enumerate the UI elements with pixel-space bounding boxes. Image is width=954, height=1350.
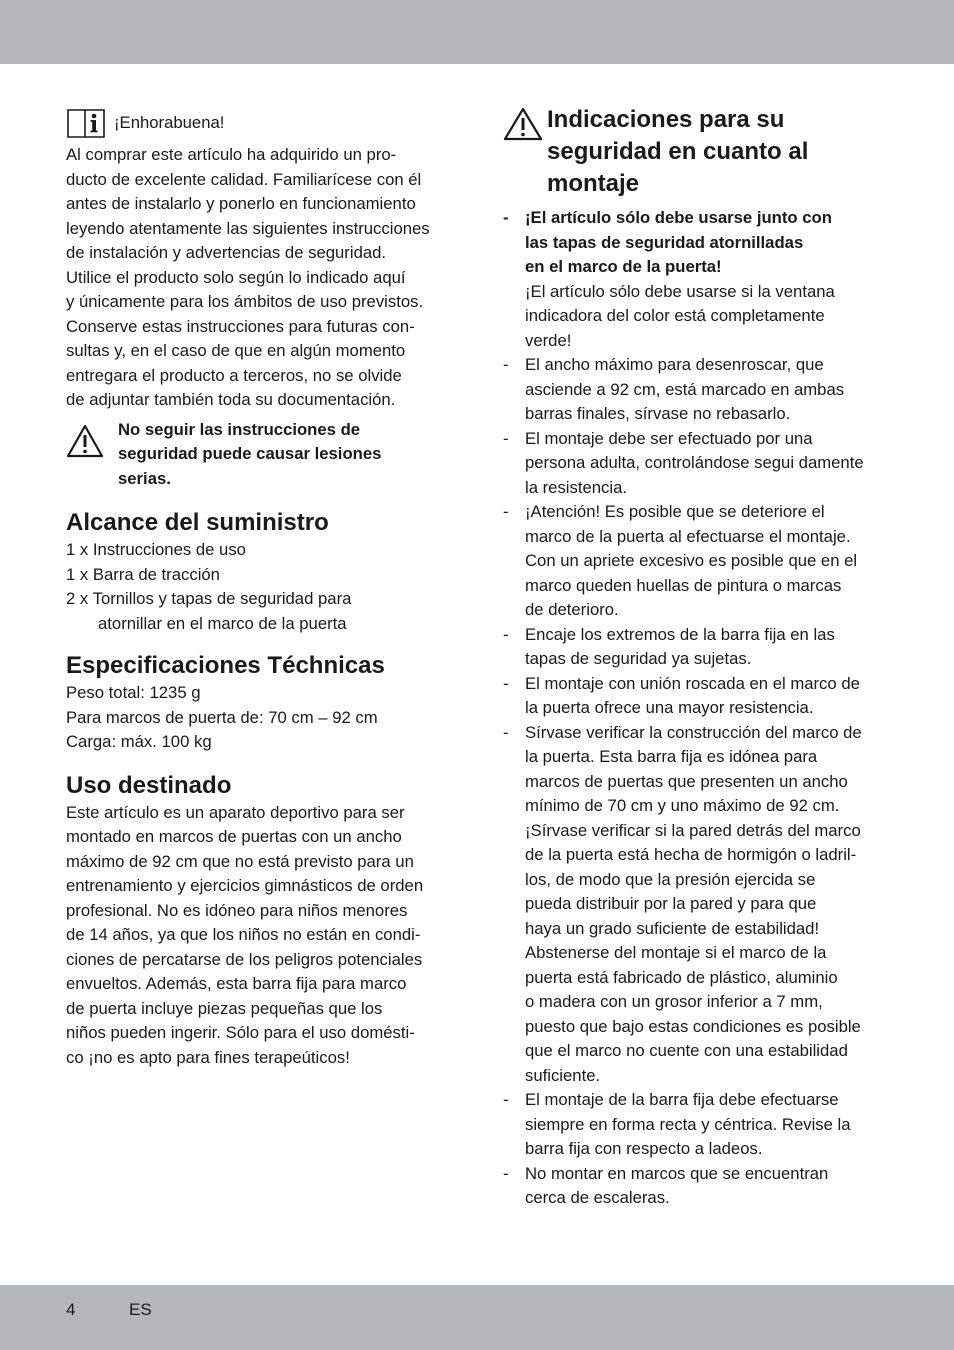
text-line: puerta está fabricado de plástico, aluminio bbox=[525, 967, 838, 987]
text-line: que el marco no cuente con una estabilidad bbox=[525, 1041, 848, 1060]
text-line: El montaje debe ser efectuado por una bbox=[525, 428, 813, 448]
list-item bbox=[503, 353, 895, 427]
list-item bbox=[503, 1162, 895, 1211]
spec-item: Para marcos de puerta de: 70 cm – 92 cm bbox=[66, 707, 378, 727]
text-line: leyendo atentamente las siguientes instrucciones bbox=[66, 218, 430, 238]
scope-item: 1 x Barra de tracción bbox=[66, 564, 220, 584]
specs-title: Especificaciones Téchnicas bbox=[66, 652, 385, 679]
text-line: Al comprar este artículo ha adquirido un pro- bbox=[66, 145, 397, 164]
list-item bbox=[503, 427, 895, 501]
warning-triangle-icon bbox=[66, 424, 104, 458]
text-line: de instalación y advertencias de seguridad. bbox=[66, 243, 387, 262]
text-line: persona adulta, controlándose segui damente bbox=[525, 453, 864, 472]
safety-list bbox=[503, 206, 895, 1211]
list-item bbox=[503, 721, 895, 1089]
text-line: Abstenerse del montaje si el marco de la bbox=[525, 943, 827, 962]
text-line: serias. bbox=[118, 468, 171, 488]
text-line: pueda distribuir por la pared y para que bbox=[525, 894, 817, 913]
first-item-text bbox=[525, 282, 835, 350]
text-line: de 14 años, ya que los niños no están en condi- bbox=[66, 925, 421, 944]
text-line: la puerta. Esta barra fija es idónea para bbox=[525, 747, 818, 766]
spec-item: Carga: máx. 100 kg bbox=[66, 732, 212, 751]
text-line: ¡El artículo sólo debe usarse si la ventana bbox=[525, 281, 835, 301]
text-line: marco queden huellas de pintura o marcas bbox=[525, 575, 842, 595]
scope-item: 1 x Instrucciones de uso bbox=[66, 540, 246, 559]
text-line: antes de instalarlo y ponerlo en funcionamiento bbox=[66, 194, 416, 213]
warning-triangle-icon bbox=[503, 107, 543, 141]
text-line: máximo de 92 cm que no está previsto para un bbox=[66, 851, 414, 871]
text-line: El montaje con unión roscada en el marco de bbox=[525, 673, 860, 693]
text-line: Sírvase verificar la construcción del marco de bbox=[525, 722, 862, 742]
scope-title: Alcance del suministro bbox=[66, 509, 329, 536]
info-book-icon bbox=[66, 107, 106, 139]
text-line: cerca de escaleras. bbox=[525, 1188, 670, 1207]
text-line: Utilice el producto solo según lo indicado aquí bbox=[66, 267, 406, 287]
text-line: de deterioro. bbox=[525, 600, 619, 619]
text-line: Este artículo es un aparato deportivo para ser bbox=[66, 802, 405, 822]
text-line: barras finales, sírvase no rebasarlo. bbox=[525, 404, 791, 423]
text-line: El ancho máximo para desenroscar, que bbox=[525, 355, 824, 374]
text-line: de adjuntar también toda su documentación. bbox=[66, 390, 396, 409]
heading-line: seguridad en cuanto al bbox=[547, 138, 809, 165]
list-item bbox=[503, 1088, 895, 1162]
first-item-bold bbox=[525, 206, 895, 280]
text-line: co ¡no es apto para fines terapeúticos! bbox=[66, 1047, 350, 1067]
list-item bbox=[503, 206, 895, 353]
text-line: suficiente. bbox=[525, 1065, 601, 1085]
text-line: puesto que bajo estas condiciones es posible bbox=[525, 1016, 861, 1036]
text-line: Con un apriete excesivo es posible que en el bbox=[525, 551, 858, 570]
text-line: y únicamente para los ámbitos de uso previstos. bbox=[66, 292, 424, 311]
intended-use-paragraph bbox=[66, 801, 456, 1071]
text-line: Encaje los extremos de la barra fija en las bbox=[525, 624, 835, 644]
text-line: ¡El artículo sólo debe usarse junto con bbox=[525, 208, 832, 227]
heading-line: montaje bbox=[547, 170, 640, 197]
right-column bbox=[503, 104, 895, 1211]
header-band bbox=[0, 0, 954, 64]
heading-line: Indicaciones para su bbox=[547, 106, 785, 133]
warning-block bbox=[66, 418, 456, 492]
text-line: No seguir las instrucciones de bbox=[118, 419, 361, 439]
warning-text bbox=[118, 418, 381, 492]
list-item bbox=[503, 672, 895, 721]
text-line: en el marco de la puerta! bbox=[525, 257, 722, 276]
list-item bbox=[503, 500, 895, 623]
intended-use-title: Uso destinado bbox=[66, 771, 232, 799]
text-line: marco de la puerta al efectuarse el montaje. bbox=[525, 526, 851, 546]
text-line: haya un grado suficiente de estabilidad! bbox=[525, 918, 820, 938]
safety-heading-row bbox=[503, 104, 895, 200]
scope-item: 2 x Tornillos y tapas de seguridad para bbox=[66, 589, 352, 608]
language-code: ES bbox=[129, 1300, 152, 1319]
left-column bbox=[66, 106, 456, 1070]
text-line: seguridad puede causar lesiones bbox=[118, 444, 382, 463]
text-line: marcos de puertas que presenten un ancho bbox=[525, 771, 848, 791]
text-line: la puerta ofrece una mayor resistencia. bbox=[525, 698, 814, 717]
text-line: entrenamiento y ejercicios gimnásticos de orden bbox=[66, 876, 424, 895]
text-line: la resistencia. bbox=[525, 477, 628, 497]
text-line: mínimo de 70 cm y uno máximo de 92 cm. bbox=[525, 796, 840, 815]
text-line: verde! bbox=[525, 330, 572, 350]
text-line: asciende a 92 cm, está marcado en ambas bbox=[525, 379, 845, 399]
text-line: entregara el producto a terceros, no se olvide bbox=[66, 365, 402, 385]
text-line: los, de modo que la presión ejercida se bbox=[525, 869, 816, 889]
text-line: ciones de percatarse de los peligros potenciales bbox=[66, 949, 423, 969]
text-line: barra fija con respecto a ladeos. bbox=[525, 1139, 763, 1158]
text-line: montado en marcos de puertas con un ancho bbox=[66, 827, 402, 846]
scope-continuation: atornillar en el marco de la puerta bbox=[98, 613, 347, 633]
safety-heading bbox=[547, 104, 808, 200]
text-line: No montar en marcos que se encuentran bbox=[525, 1163, 829, 1183]
intro-heading-row bbox=[66, 106, 456, 140]
text-line: de puerta incluye piezas pequeñas que los bbox=[66, 998, 383, 1018]
text-line: ¡Atención! Es posible que se deteriore el bbox=[525, 502, 825, 521]
text-line: envueltos. Además, esta barra fija para marco bbox=[66, 974, 407, 993]
intro-heading: ¡Enhorabuena! bbox=[114, 112, 225, 132]
text-line: siempre en forma recta y céntrica. Revise la bbox=[525, 1114, 851, 1134]
text-line: profesional. No es idóneo para niños menores bbox=[66, 900, 408, 920]
text-line: de la puerta está hecha de hormigón o ladril- bbox=[525, 845, 857, 864]
text-line: indicadora del color está completamente bbox=[525, 306, 825, 325]
text-line: niños pueden ingerir. Sólo para el uso domésti- bbox=[66, 1023, 415, 1042]
text-line: Conserve estas instrucciones para futuras con- bbox=[66, 316, 415, 336]
text-line: ducto de excelente calidad. Familiarícese con él bbox=[66, 169, 422, 189]
specs-list bbox=[66, 681, 456, 755]
text-line: o madera con un grosor inferior a 7 mm, bbox=[525, 992, 823, 1011]
spec-item: Peso total: 1235 g bbox=[66, 683, 201, 702]
text-line: sultas y, en el caso de que en algún momento bbox=[66, 341, 406, 360]
text-line: ¡Sírvase verificar si la pared detrás del marco bbox=[525, 820, 861, 840]
text-line: las tapas de seguridad atornilladas bbox=[525, 232, 804, 252]
scope-list bbox=[66, 538, 456, 612]
page-number: 4 bbox=[66, 1300, 76, 1319]
list-item bbox=[503, 623, 895, 672]
text-line: El montaje de la barra fija debe efectuarse bbox=[525, 1090, 839, 1109]
intro-paragraph bbox=[66, 143, 456, 413]
text-line: tapas de seguridad ya sujetas. bbox=[525, 649, 752, 668]
